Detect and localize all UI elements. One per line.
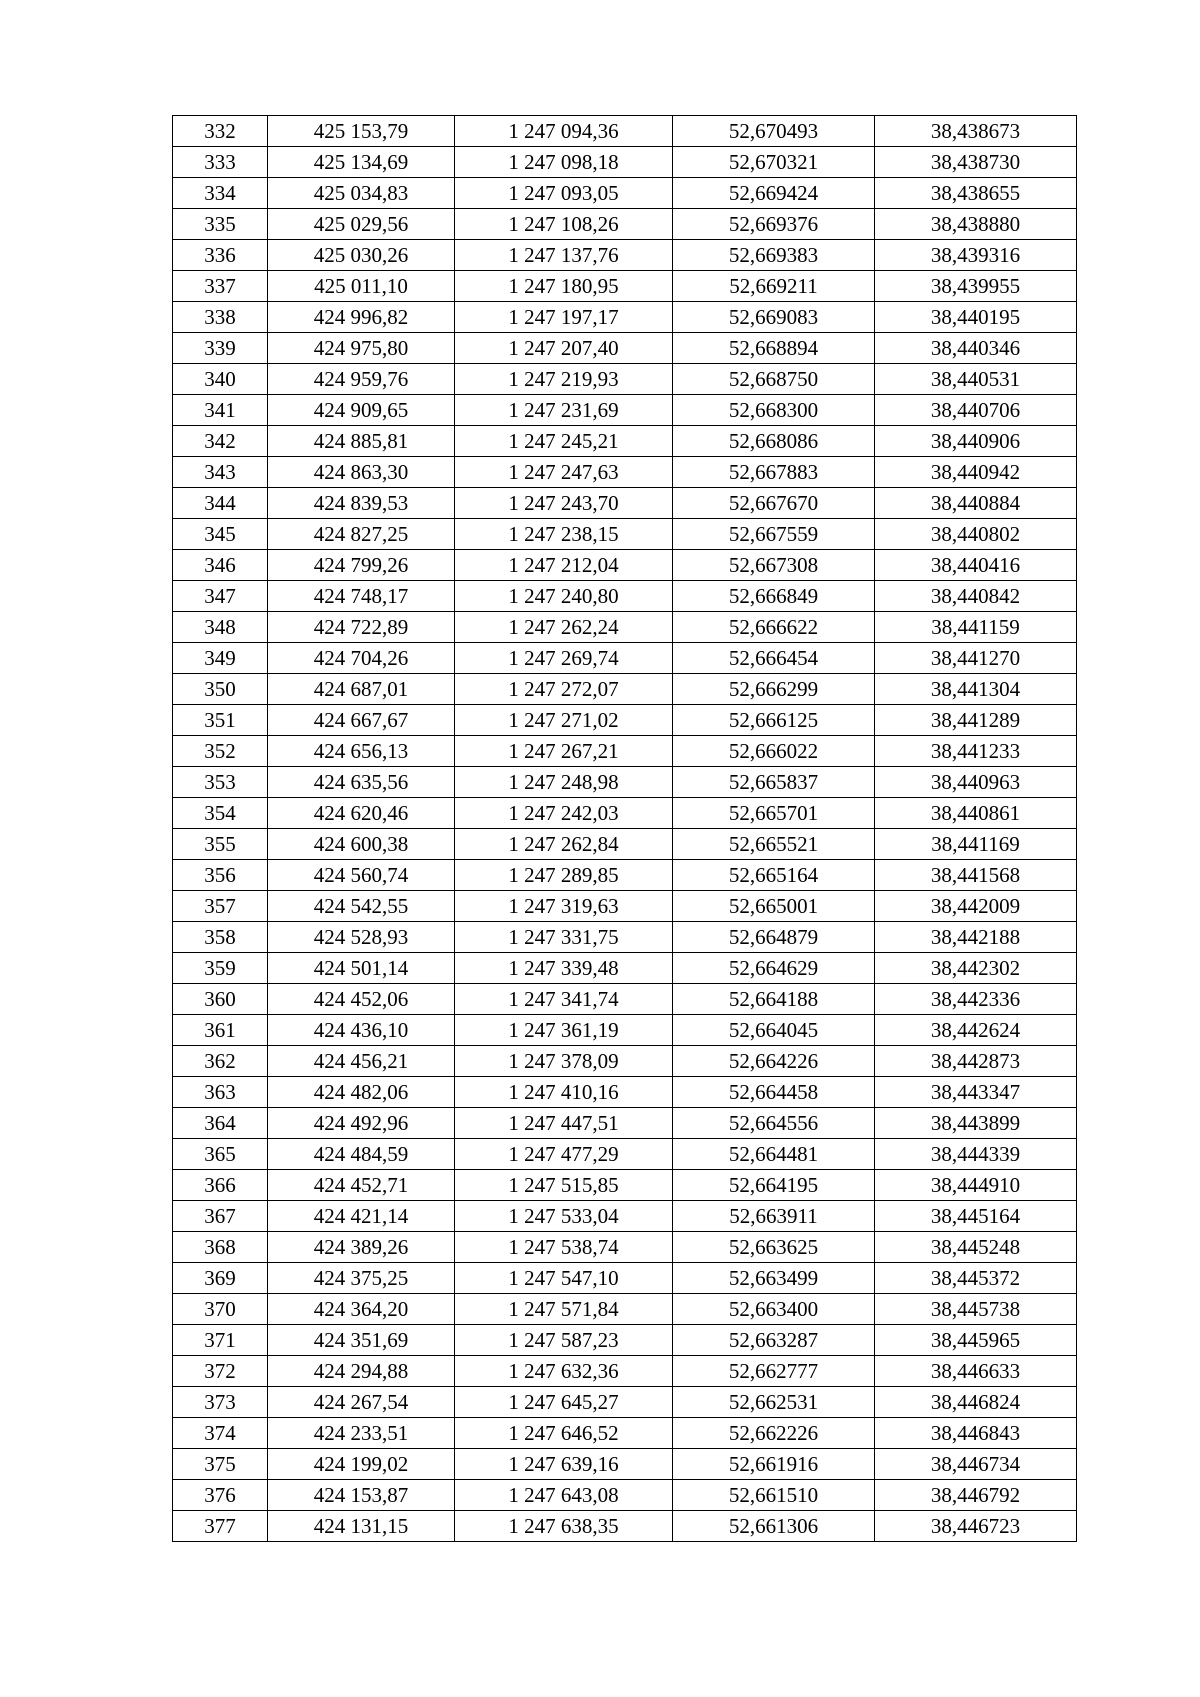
longitude-cell: 38,446824 <box>875 1387 1077 1418</box>
latitude-cell: 52,663911 <box>673 1201 875 1232</box>
longitude-cell: 38,442873 <box>875 1046 1077 1077</box>
y-coordinate-cell: 1 247 646,52 <box>455 1418 673 1449</box>
longitude-cell: 38,440802 <box>875 519 1077 550</box>
longitude-cell: 38,440531 <box>875 364 1077 395</box>
table-row <box>173 488 1077 519</box>
y-coordinate-cell: 1 247 243,70 <box>455 488 673 519</box>
x-coordinate-cell: 424 704,26 <box>268 643 455 674</box>
latitude-cell: 52,669211 <box>673 271 875 302</box>
latitude-cell: 52,664188 <box>673 984 875 1015</box>
x-coordinate-cell: 424 456,21 <box>268 1046 455 1077</box>
x-coordinate-cell: 425 011,10 <box>268 271 455 302</box>
point-number-cell: 334 <box>173 178 268 209</box>
latitude-cell: 52,665521 <box>673 829 875 860</box>
latitude-cell: 52,664045 <box>673 1015 875 1046</box>
longitude-cell: 38,440906 <box>875 426 1077 457</box>
y-coordinate-cell: 1 247 643,08 <box>455 1480 673 1511</box>
longitude-cell: 38,440884 <box>875 488 1077 519</box>
longitude-cell: 38,440842 <box>875 581 1077 612</box>
table-row <box>173 1294 1077 1325</box>
point-number-cell: 344 <box>173 488 268 519</box>
x-coordinate-cell: 424 267,54 <box>268 1387 455 1418</box>
y-coordinate-cell: 1 247 447,51 <box>455 1108 673 1139</box>
point-number-cell: 377 <box>173 1511 268 1542</box>
table-row <box>173 1511 1077 1542</box>
point-number-cell: 373 <box>173 1387 268 1418</box>
longitude-cell: 38,441233 <box>875 736 1077 767</box>
longitude-cell: 38,442188 <box>875 922 1077 953</box>
x-coordinate-cell: 424 722,89 <box>268 612 455 643</box>
longitude-cell: 38,445248 <box>875 1232 1077 1263</box>
latitude-cell: 52,670321 <box>673 147 875 178</box>
table-row <box>173 364 1077 395</box>
latitude-cell: 52,667308 <box>673 550 875 581</box>
latitude-cell: 52,667670 <box>673 488 875 519</box>
point-number-cell: 332 <box>173 116 268 147</box>
longitude-cell: 38,442009 <box>875 891 1077 922</box>
longitude-cell: 38,441159 <box>875 612 1077 643</box>
table-row <box>173 240 1077 271</box>
longitude-cell: 38,446734 <box>875 1449 1077 1480</box>
table-row <box>173 302 1077 333</box>
longitude-cell: 38,445372 <box>875 1263 1077 1294</box>
latitude-cell: 52,663499 <box>673 1263 875 1294</box>
table-row <box>173 891 1077 922</box>
y-coordinate-cell: 1 247 269,74 <box>455 643 673 674</box>
y-coordinate-cell: 1 247 207,40 <box>455 333 673 364</box>
point-number-cell: 361 <box>173 1015 268 1046</box>
y-coordinate-cell: 1 247 242,03 <box>455 798 673 829</box>
y-coordinate-cell: 1 247 240,80 <box>455 581 673 612</box>
x-coordinate-cell: 424 389,26 <box>268 1232 455 1263</box>
longitude-cell: 38,441169 <box>875 829 1077 860</box>
longitude-cell: 38,443347 <box>875 1077 1077 1108</box>
table-row <box>173 612 1077 643</box>
x-coordinate-cell: 424 667,67 <box>268 705 455 736</box>
latitude-cell: 52,662777 <box>673 1356 875 1387</box>
longitude-cell: 38,441270 <box>875 643 1077 674</box>
table-row <box>173 1356 1077 1387</box>
y-coordinate-cell: 1 247 094,36 <box>455 116 673 147</box>
y-coordinate-cell: 1 247 410,16 <box>455 1077 673 1108</box>
longitude-cell: 38,438730 <box>875 147 1077 178</box>
point-number-cell: 367 <box>173 1201 268 1232</box>
x-coordinate-cell: 424 959,76 <box>268 364 455 395</box>
latitude-cell: 52,663625 <box>673 1232 875 1263</box>
point-number-cell: 368 <box>173 1232 268 1263</box>
latitude-cell: 52,669424 <box>673 178 875 209</box>
y-coordinate-cell: 1 247 331,75 <box>455 922 673 953</box>
table-row <box>173 736 1077 767</box>
y-coordinate-cell: 1 247 645,27 <box>455 1387 673 1418</box>
point-number-cell: 351 <box>173 705 268 736</box>
table-row <box>173 1232 1077 1263</box>
longitude-cell: 38,446633 <box>875 1356 1077 1387</box>
latitude-cell: 52,667559 <box>673 519 875 550</box>
point-number-cell: 376 <box>173 1480 268 1511</box>
table-row <box>173 643 1077 674</box>
y-coordinate-cell: 1 247 272,07 <box>455 674 673 705</box>
y-coordinate-cell: 1 247 378,09 <box>455 1046 673 1077</box>
latitude-cell: 52,668894 <box>673 333 875 364</box>
table-row <box>173 674 1077 705</box>
x-coordinate-cell: 425 030,26 <box>268 240 455 271</box>
table-row <box>173 116 1077 147</box>
y-coordinate-cell: 1 247 639,16 <box>455 1449 673 1480</box>
table-row <box>173 798 1077 829</box>
table-row <box>173 829 1077 860</box>
longitude-cell: 38,439316 <box>875 240 1077 271</box>
y-coordinate-cell: 1 247 339,48 <box>455 953 673 984</box>
x-coordinate-cell: 424 839,53 <box>268 488 455 519</box>
point-number-cell: 340 <box>173 364 268 395</box>
point-number-cell: 360 <box>173 984 268 1015</box>
point-number-cell: 339 <box>173 333 268 364</box>
point-number-cell: 345 <box>173 519 268 550</box>
point-number-cell: 348 <box>173 612 268 643</box>
latitude-cell: 52,663400 <box>673 1294 875 1325</box>
y-coordinate-cell: 1 247 262,84 <box>455 829 673 860</box>
table-row <box>173 1015 1077 1046</box>
longitude-cell: 38,438673 <box>875 116 1077 147</box>
table-row <box>173 767 1077 798</box>
longitude-cell: 38,441289 <box>875 705 1077 736</box>
latitude-cell: 52,669383 <box>673 240 875 271</box>
y-coordinate-cell: 1 247 271,02 <box>455 705 673 736</box>
point-number-cell: 358 <box>173 922 268 953</box>
table-row <box>173 922 1077 953</box>
point-number-cell: 359 <box>173 953 268 984</box>
x-coordinate-cell: 424 492,96 <box>268 1108 455 1139</box>
x-coordinate-cell: 425 034,83 <box>268 178 455 209</box>
point-number-cell: 357 <box>173 891 268 922</box>
longitude-cell: 38,441304 <box>875 674 1077 705</box>
point-number-cell: 349 <box>173 643 268 674</box>
latitude-cell: 52,669376 <box>673 209 875 240</box>
y-coordinate-cell: 1 247 341,74 <box>455 984 673 1015</box>
y-coordinate-cell: 1 247 515,85 <box>455 1170 673 1201</box>
x-coordinate-cell: 424 560,74 <box>268 860 455 891</box>
x-coordinate-cell: 424 996,82 <box>268 302 455 333</box>
longitude-cell: 38,438655 <box>875 178 1077 209</box>
longitude-cell: 38,445738 <box>875 1294 1077 1325</box>
latitude-cell: 52,661306 <box>673 1511 875 1542</box>
y-coordinate-cell: 1 247 231,69 <box>455 395 673 426</box>
point-number-cell: 364 <box>173 1108 268 1139</box>
x-coordinate-cell: 424 635,56 <box>268 767 455 798</box>
longitude-cell: 38,445164 <box>875 1201 1077 1232</box>
y-coordinate-cell: 1 247 245,21 <box>455 426 673 457</box>
table-row <box>173 1077 1077 1108</box>
table-row <box>173 1418 1077 1449</box>
y-coordinate-cell: 1 247 137,76 <box>455 240 673 271</box>
point-number-cell: 365 <box>173 1139 268 1170</box>
table-row <box>173 271 1077 302</box>
point-number-cell: 369 <box>173 1263 268 1294</box>
longitude-cell: 38,442624 <box>875 1015 1077 1046</box>
x-coordinate-cell: 424 484,59 <box>268 1139 455 1170</box>
x-coordinate-cell: 424 351,69 <box>268 1325 455 1356</box>
latitude-cell: 52,665164 <box>673 860 875 891</box>
latitude-cell: 52,666299 <box>673 674 875 705</box>
x-coordinate-cell: 424 501,14 <box>268 953 455 984</box>
table-row <box>173 581 1077 612</box>
longitude-cell: 38,443899 <box>875 1108 1077 1139</box>
latitude-cell: 52,668086 <box>673 426 875 457</box>
longitude-cell: 38,441568 <box>875 860 1077 891</box>
y-coordinate-cell: 1 247 108,26 <box>455 209 673 240</box>
point-number-cell: 371 <box>173 1325 268 1356</box>
table-row <box>173 178 1077 209</box>
x-coordinate-cell: 424 421,14 <box>268 1201 455 1232</box>
point-number-cell: 372 <box>173 1356 268 1387</box>
x-coordinate-cell: 424 656,13 <box>268 736 455 767</box>
y-coordinate-cell: 1 247 533,04 <box>455 1201 673 1232</box>
y-coordinate-cell: 1 247 212,04 <box>455 550 673 581</box>
longitude-cell: 38,438880 <box>875 209 1077 240</box>
y-coordinate-cell: 1 247 361,19 <box>455 1015 673 1046</box>
table-row <box>173 705 1077 736</box>
y-coordinate-cell: 1 247 197,17 <box>455 302 673 333</box>
y-coordinate-cell: 1 247 093,05 <box>455 178 673 209</box>
y-coordinate-cell: 1 247 238,15 <box>455 519 673 550</box>
table-row <box>173 1201 1077 1232</box>
y-coordinate-cell: 1 247 477,29 <box>455 1139 673 1170</box>
longitude-cell: 38,444339 <box>875 1139 1077 1170</box>
latitude-cell: 52,670493 <box>673 116 875 147</box>
latitude-cell: 52,662226 <box>673 1418 875 1449</box>
longitude-cell: 38,440195 <box>875 302 1077 333</box>
y-coordinate-cell: 1 247 262,24 <box>455 612 673 643</box>
y-coordinate-cell: 1 247 632,36 <box>455 1356 673 1387</box>
table-row <box>173 1325 1077 1356</box>
x-coordinate-cell: 424 863,30 <box>268 457 455 488</box>
point-number-cell: 347 <box>173 581 268 612</box>
table-row <box>173 953 1077 984</box>
point-number-cell: 338 <box>173 302 268 333</box>
table-row <box>173 860 1077 891</box>
table-row <box>173 1108 1077 1139</box>
point-number-cell: 363 <box>173 1077 268 1108</box>
longitude-cell: 38,446843 <box>875 1418 1077 1449</box>
longitude-cell: 38,446723 <box>875 1511 1077 1542</box>
coordinates-table <box>172 115 1077 1542</box>
longitude-cell: 38,445965 <box>875 1325 1077 1356</box>
longitude-cell: 38,439955 <box>875 271 1077 302</box>
latitude-cell: 52,668750 <box>673 364 875 395</box>
y-coordinate-cell: 1 247 180,95 <box>455 271 673 302</box>
x-coordinate-cell: 424 482,06 <box>268 1077 455 1108</box>
longitude-cell: 38,440963 <box>875 767 1077 798</box>
y-coordinate-cell: 1 247 538,74 <box>455 1232 673 1263</box>
latitude-cell: 52,664195 <box>673 1170 875 1201</box>
x-coordinate-cell: 424 436,10 <box>268 1015 455 1046</box>
latitude-cell: 52,663287 <box>673 1325 875 1356</box>
longitude-cell: 38,442302 <box>875 953 1077 984</box>
longitude-cell: 38,440942 <box>875 457 1077 488</box>
point-number-cell: 342 <box>173 426 268 457</box>
x-coordinate-cell: 425 153,79 <box>268 116 455 147</box>
point-number-cell: 355 <box>173 829 268 860</box>
x-coordinate-cell: 424 452,71 <box>268 1170 455 1201</box>
latitude-cell: 52,669083 <box>673 302 875 333</box>
point-number-cell: 350 <box>173 674 268 705</box>
point-number-cell: 362 <box>173 1046 268 1077</box>
latitude-cell: 52,664556 <box>673 1108 875 1139</box>
x-coordinate-cell: 424 620,46 <box>268 798 455 829</box>
y-coordinate-cell: 1 247 248,98 <box>455 767 673 798</box>
point-number-cell: 346 <box>173 550 268 581</box>
table-row <box>173 395 1077 426</box>
x-coordinate-cell: 424 199,02 <box>268 1449 455 1480</box>
y-coordinate-cell: 1 247 098,18 <box>455 147 673 178</box>
point-number-cell: 375 <box>173 1449 268 1480</box>
table-row <box>173 457 1077 488</box>
x-coordinate-cell: 424 799,26 <box>268 550 455 581</box>
x-coordinate-cell: 424 528,93 <box>268 922 455 953</box>
latitude-cell: 52,664879 <box>673 922 875 953</box>
latitude-cell: 52,664481 <box>673 1139 875 1170</box>
coordinates-table-body <box>173 116 1077 1542</box>
point-number-cell: 352 <box>173 736 268 767</box>
latitude-cell: 52,664458 <box>673 1077 875 1108</box>
table-row <box>173 333 1077 364</box>
latitude-cell: 52,666849 <box>673 581 875 612</box>
x-coordinate-cell: 424 600,38 <box>268 829 455 860</box>
latitude-cell: 52,665001 <box>673 891 875 922</box>
longitude-cell: 38,440706 <box>875 395 1077 426</box>
x-coordinate-cell: 424 233,51 <box>268 1418 455 1449</box>
table-row <box>173 147 1077 178</box>
x-coordinate-cell: 424 452,06 <box>268 984 455 1015</box>
x-coordinate-cell: 424 131,15 <box>268 1511 455 1542</box>
point-number-cell: 356 <box>173 860 268 891</box>
table-row <box>173 1449 1077 1480</box>
latitude-cell: 52,666622 <box>673 612 875 643</box>
y-coordinate-cell: 1 247 267,21 <box>455 736 673 767</box>
table-row <box>173 426 1077 457</box>
x-coordinate-cell: 424 827,25 <box>268 519 455 550</box>
latitude-cell: 52,666454 <box>673 643 875 674</box>
table-row <box>173 209 1077 240</box>
latitude-cell: 52,664226 <box>673 1046 875 1077</box>
latitude-cell: 52,665701 <box>673 798 875 829</box>
longitude-cell: 38,442336 <box>875 984 1077 1015</box>
latitude-cell: 52,666125 <box>673 705 875 736</box>
table-row <box>173 1263 1077 1294</box>
point-number-cell: 353 <box>173 767 268 798</box>
point-number-cell: 335 <box>173 209 268 240</box>
table-row <box>173 1046 1077 1077</box>
y-coordinate-cell: 1 247 571,84 <box>455 1294 673 1325</box>
x-coordinate-cell: 424 364,20 <box>268 1294 455 1325</box>
longitude-cell: 38,444910 <box>875 1170 1077 1201</box>
x-coordinate-cell: 424 909,65 <box>268 395 455 426</box>
x-coordinate-cell: 424 294,88 <box>268 1356 455 1387</box>
y-coordinate-cell: 1 247 547,10 <box>455 1263 673 1294</box>
table-row <box>173 1139 1077 1170</box>
latitude-cell: 52,665837 <box>673 767 875 798</box>
point-number-cell: 343 <box>173 457 268 488</box>
point-number-cell: 333 <box>173 147 268 178</box>
point-number-cell: 337 <box>173 271 268 302</box>
latitude-cell: 52,667883 <box>673 457 875 488</box>
point-number-cell: 370 <box>173 1294 268 1325</box>
x-coordinate-cell: 425 029,56 <box>268 209 455 240</box>
x-coordinate-cell: 424 687,01 <box>268 674 455 705</box>
y-coordinate-cell: 1 247 319,63 <box>455 891 673 922</box>
table-row <box>173 1480 1077 1511</box>
point-number-cell: 374 <box>173 1418 268 1449</box>
longitude-cell: 38,440416 <box>875 550 1077 581</box>
x-coordinate-cell: 424 885,81 <box>268 426 455 457</box>
x-coordinate-cell: 424 153,87 <box>268 1480 455 1511</box>
y-coordinate-cell: 1 247 289,85 <box>455 860 673 891</box>
latitude-cell: 52,666022 <box>673 736 875 767</box>
table-row <box>173 984 1077 1015</box>
longitude-cell: 38,440346 <box>875 333 1077 364</box>
latitude-cell: 52,664629 <box>673 953 875 984</box>
y-coordinate-cell: 1 247 247,63 <box>455 457 673 488</box>
table-row <box>173 1170 1077 1201</box>
x-coordinate-cell: 424 748,17 <box>268 581 455 612</box>
latitude-cell: 52,668300 <box>673 395 875 426</box>
point-number-cell: 336 <box>173 240 268 271</box>
table-row <box>173 1387 1077 1418</box>
y-coordinate-cell: 1 247 219,93 <box>455 364 673 395</box>
longitude-cell: 38,440861 <box>875 798 1077 829</box>
x-coordinate-cell: 424 375,25 <box>268 1263 455 1294</box>
point-number-cell: 341 <box>173 395 268 426</box>
point-number-cell: 366 <box>173 1170 268 1201</box>
y-coordinate-cell: 1 247 638,35 <box>455 1511 673 1542</box>
latitude-cell: 52,661916 <box>673 1449 875 1480</box>
point-number-cell: 354 <box>173 798 268 829</box>
y-coordinate-cell: 1 247 587,23 <box>455 1325 673 1356</box>
latitude-cell: 52,661510 <box>673 1480 875 1511</box>
latitude-cell: 52,662531 <box>673 1387 875 1418</box>
x-coordinate-cell: 425 134,69 <box>268 147 455 178</box>
x-coordinate-cell: 424 542,55 <box>268 891 455 922</box>
x-coordinate-cell: 424 975,80 <box>268 333 455 364</box>
table-row <box>173 550 1077 581</box>
table-row <box>173 519 1077 550</box>
longitude-cell: 38,446792 <box>875 1480 1077 1511</box>
